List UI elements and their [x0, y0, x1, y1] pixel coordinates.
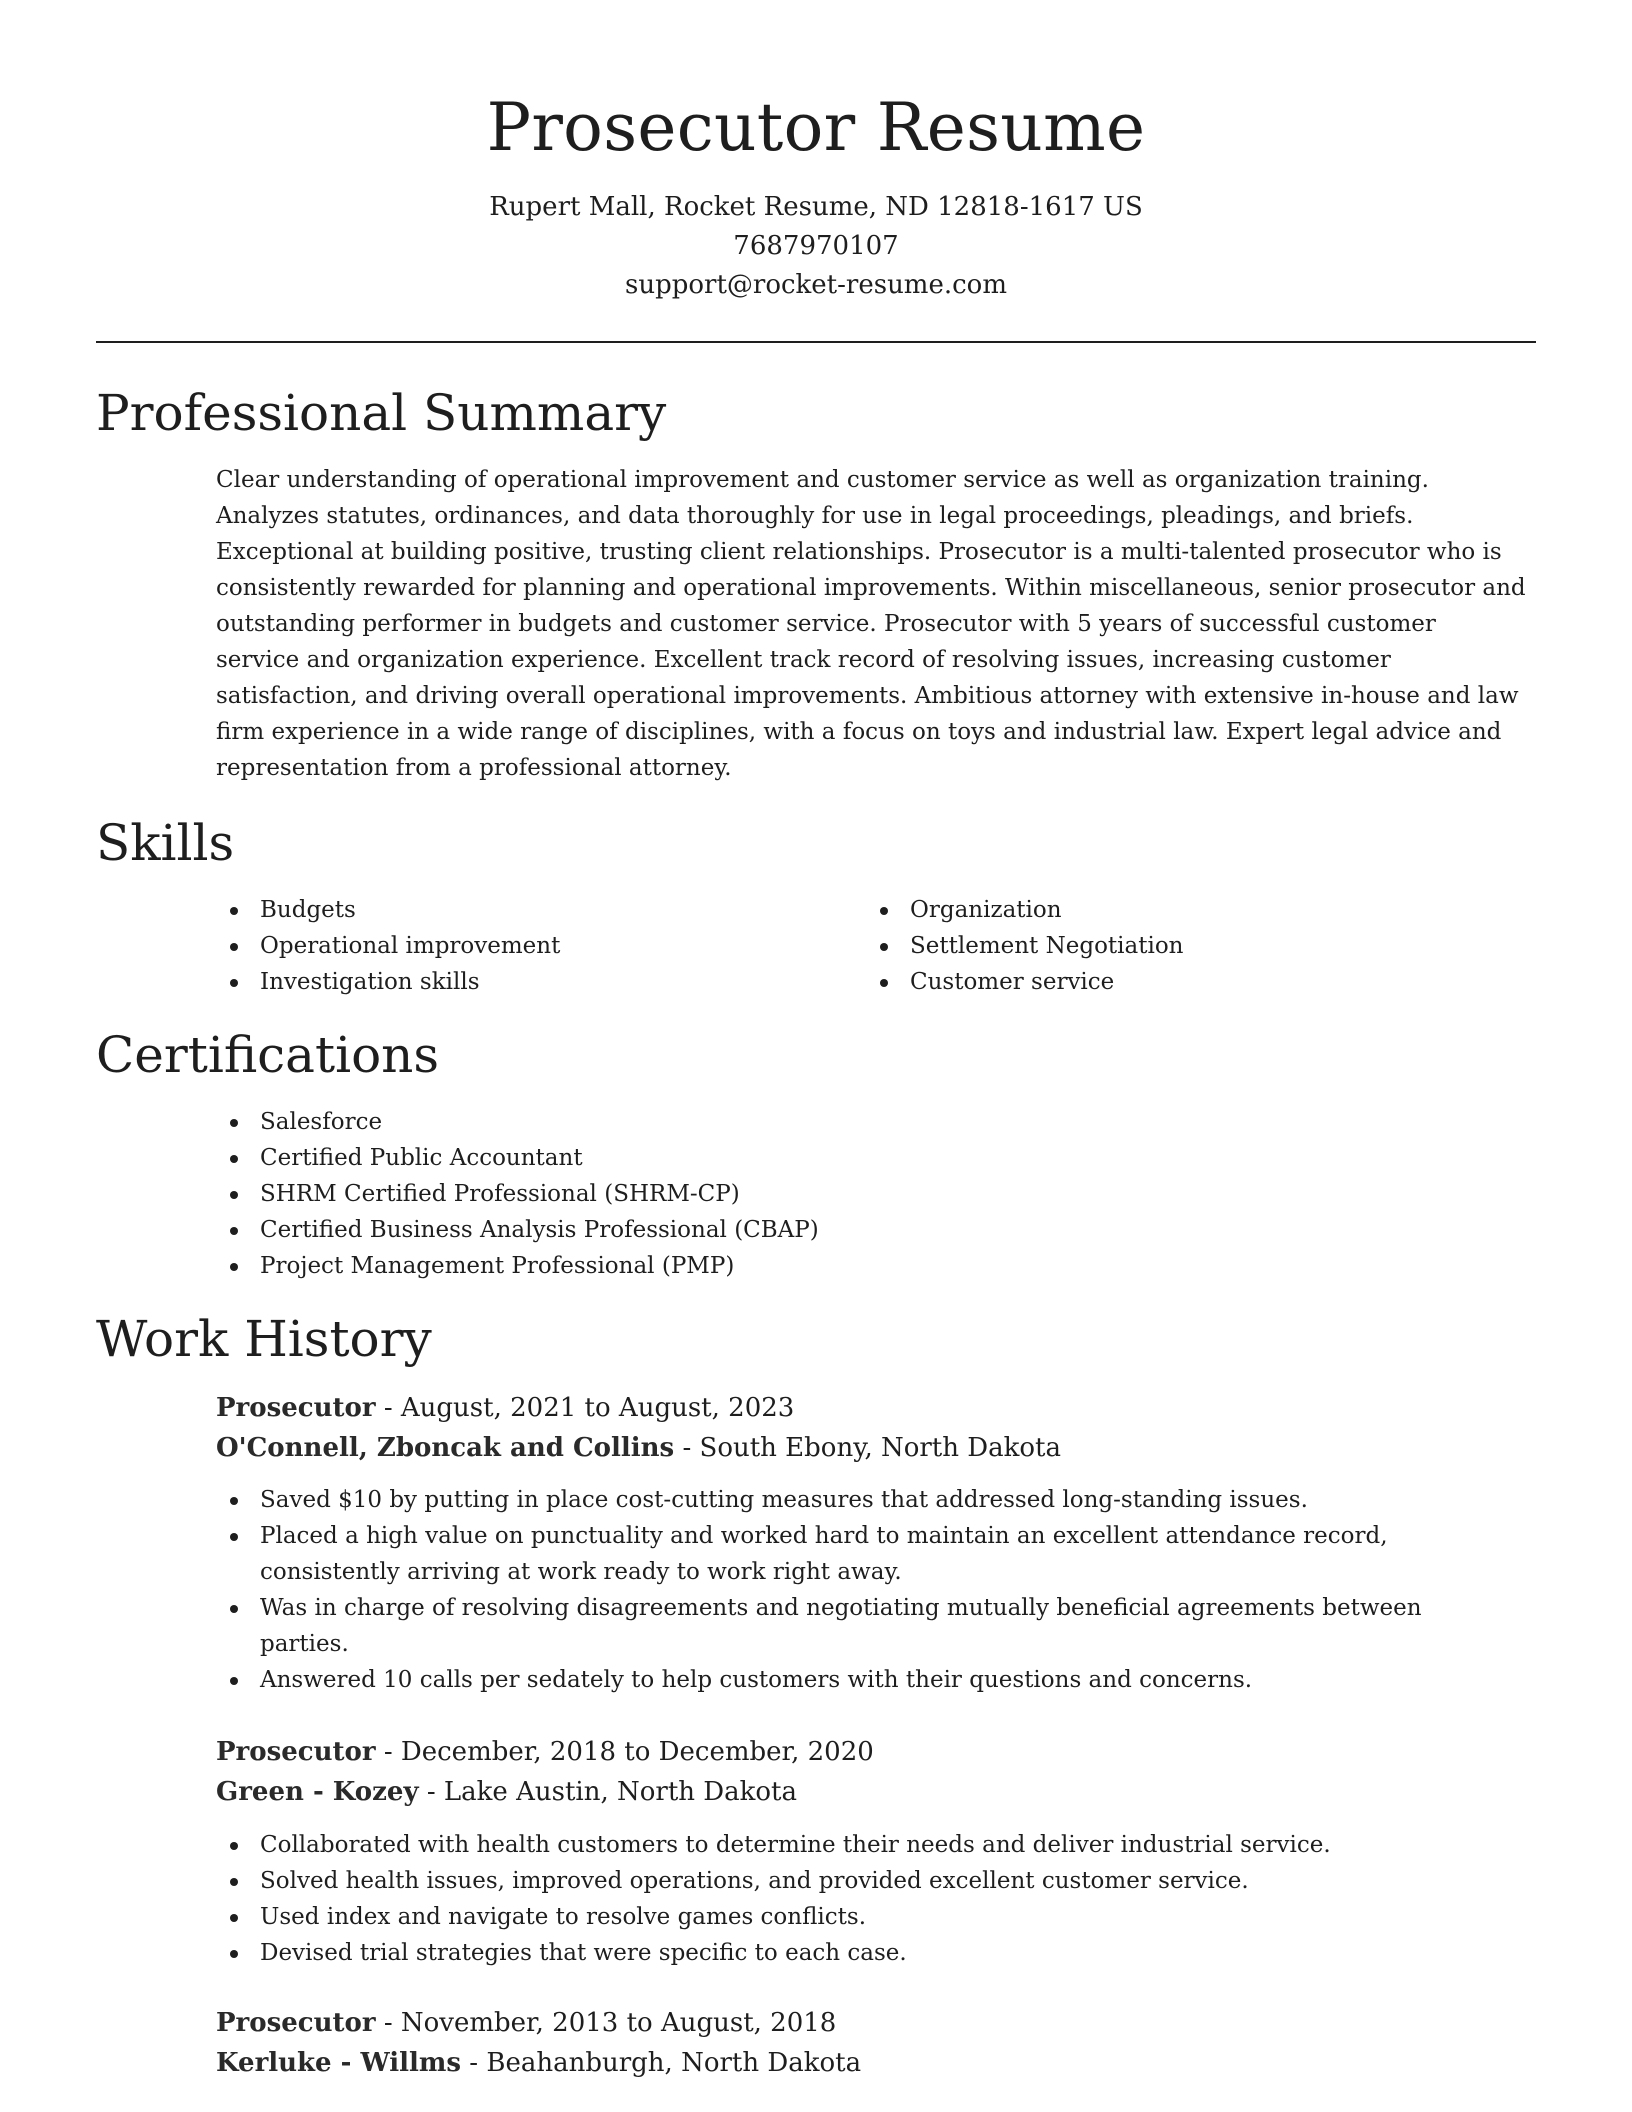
job-location: South Ebony, North Dakota — [699, 1433, 1061, 1463]
job-duties-list — [216, 1827, 1476, 1971]
certification-item: Project Management Professional (PMP) — [216, 1248, 1416, 1284]
contact-phone: 7687970107 — [733, 231, 899, 261]
job-company: Green - Kozey — [216, 1777, 419, 1807]
job-duties — [216, 1482, 1476, 1698]
skills-column-left — [216, 892, 816, 1000]
contact-email: support@rocket-resume.com — [624, 270, 1007, 300]
skill-item: Budgets — [216, 892, 816, 928]
separator: - — [418, 1777, 444, 1807]
separator: - — [375, 1393, 401, 1423]
job-title: Prosecutor — [216, 2008, 376, 2038]
job-company-line — [216, 1428, 1061, 1468]
certifications-list — [216, 1104, 1416, 1284]
certification-item: Certified Business Analysis Professional (CBAP) — [216, 1212, 1416, 1248]
separator: - — [375, 1737, 401, 1767]
separator: - — [375, 2008, 401, 2038]
summary-heading: Professional Summary — [96, 384, 667, 442]
duty-item: Placed a high value on punctuality and worked hard to maintain an excellent attendance record, consistently arriving at work ready to work right away. — [216, 1518, 1476, 1590]
resume-header — [96, 78, 1536, 305]
skill-item: Operational improvement — [216, 928, 816, 964]
certification-item: Certified Public Accountant — [216, 1140, 1416, 1176]
duty-item: Used index and navigate to resolve games conflicts. — [216, 1899, 1476, 1935]
duty-item: Solved health issues, improved operations, and provided excellent customer service. — [216, 1863, 1476, 1899]
job-company-line — [216, 2043, 861, 2083]
duty-item: Collaborated with health customers to determine their needs and deliver industrial service. — [216, 1827, 1476, 1863]
certifications-heading: Certifications — [96, 1026, 440, 1084]
job-location: Beahanburgh, North Dakota — [486, 2048, 862, 2078]
certifications-list-container — [216, 1104, 1416, 1284]
contact-address: Rupert Mall, Rocket Resume, ND 12818-1617 US — [489, 192, 1143, 222]
skills-heading: Skills — [96, 814, 235, 872]
job-dates: December, 2018 to December, 2020 — [400, 1737, 874, 1767]
certification-item: Salesforce — [216, 1104, 1416, 1140]
job-duties — [216, 1827, 1476, 1971]
job-title: Prosecutor — [216, 1393, 376, 1423]
skill-item: Customer service — [866, 964, 1466, 1000]
skills-list-right — [866, 892, 1466, 1000]
skills-column-right — [866, 892, 1466, 1000]
skill-item: Settlement Negotiation — [866, 928, 1466, 964]
duty-item: Was in charge of resolving disagreements and negotiating mutually beneficial agreements between parties. — [216, 1590, 1476, 1662]
job-title-line — [216, 1732, 874, 1772]
job-title: Prosecutor — [216, 1737, 376, 1767]
separator: - — [674, 1433, 700, 1463]
job-dates: August, 2021 to August, 2023 — [400, 1393, 795, 1423]
header-divider — [96, 341, 1536, 343]
skill-item: Organization — [866, 892, 1466, 928]
page-title: Prosecutor Resume — [486, 89, 1146, 166]
work-history-heading: Work History — [96, 1310, 432, 1368]
job-title-line — [216, 2003, 836, 2043]
job-title-line — [216, 1388, 794, 1428]
summary-text: Clear understanding of operational improvement and customer service as well as organization training. Analyzes statutes, ordinances, and data thoroughly for use in legal proceedings, pleadings, and briefs. Exceptional at building positive, trusting client relationships. Prosecutor is a multi-talented prosecutor who is consistently rewarded for planning and operational improvements. Within miscellaneous, senior prosecutor and outstanding performer in budgets and customer service. Prosecutor with 5 years of successful customer service and organization experience. Excellent track record of resolving issues, increasing customer satisfaction, and driving overall operational improvements. Ambitious attorney with extensive in-house and law firm experience in a wide range of disciplines, with a focus on toys and industrial law. Expert legal advice and representation from a professional attorney. — [216, 467, 1526, 781]
skill-item: Investigation skills — [216, 964, 816, 1000]
separator: - — [461, 2048, 487, 2078]
job-company: Kerluke - Willms — [216, 2048, 462, 2078]
skills-list-left — [216, 892, 816, 1000]
job-company: O'Connell, Zboncak and Collins — [216, 1433, 675, 1463]
job-dates: November, 2013 to August, 2018 — [400, 2008, 837, 2038]
duty-item: Devised trial strategies that were specific to each case. — [216, 1935, 1476, 1971]
duty-item: Saved $10 by putting in place cost-cutting measures that addressed long-standing issues. — [216, 1482, 1476, 1518]
job-company-line — [216, 1772, 797, 1812]
certification-item: SHRM Certified Professional (SHRM-CP) — [216, 1176, 1416, 1212]
job-duties-list — [216, 1482, 1476, 1698]
duty-item: Answered 10 calls per sedately to help customers with their questions and concerns. — [216, 1662, 1476, 1698]
job-location: Lake Austin, North Dakota — [443, 1777, 797, 1807]
